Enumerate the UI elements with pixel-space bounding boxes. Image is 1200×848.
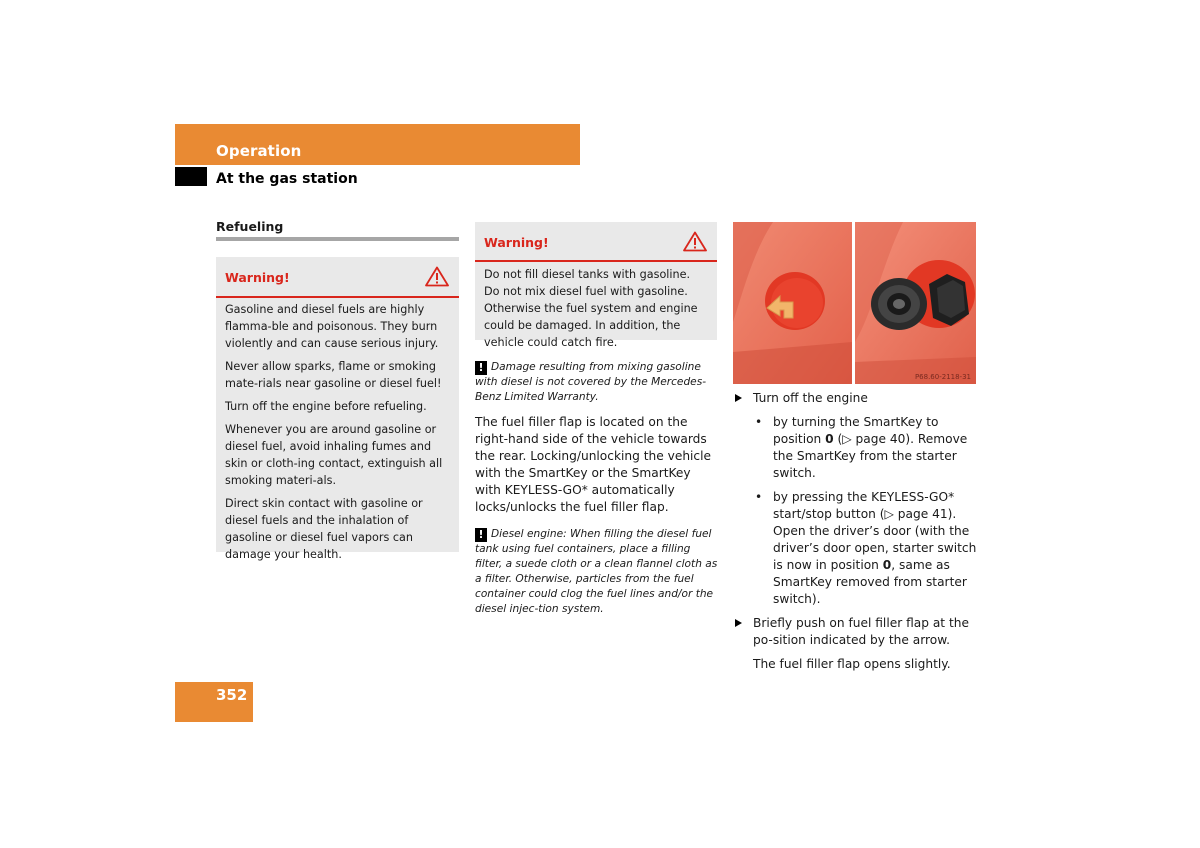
- instruction-steps: [733, 390, 978, 680]
- sub-step-text-part: , same as SmartKey removed from starter switch).: [773, 558, 967, 606]
- section-title: Operation: [216, 142, 302, 160]
- warning-paragraph: Direct skin contact with gasoline or diesel fuels and the inhalation of gasoline or diesel fuel vapors can damage your health.: [225, 497, 423, 561]
- warning-title: Warning!: [484, 235, 549, 250]
- warning-paragraph: Whenever you are around gasoline or diesel fuel, avoid inhaling fumes and skin or cloth-ing contact, extinguish all smoking materi-als.: [225, 423, 443, 487]
- sub-step-item: [733, 489, 978, 608]
- photo-code: P68.60-2118-31: [914, 373, 971, 381]
- step-text: Briefly push on fuel filler flap at the po-sition indicated by the arrow.: [753, 616, 969, 647]
- warning-triangle-icon: [683, 231, 707, 252]
- filler-flap-paragraph: The fuel filler flap is located on the right-hand side of the vehicle towards the rear. Locking/unlocking the vehicle with the SmartKey or the SmartKey with KEYLESS-GO* automatically locks/unlocks the fuel filler flap.: [475, 415, 712, 514]
- diesel-note: [475, 527, 718, 617]
- caution-icon: !: [475, 528, 487, 542]
- diesel-warning-box: [475, 222, 717, 349]
- fuel-flap-illustration: [733, 222, 976, 384]
- step-arrow-icon: [735, 619, 742, 627]
- bullet-icon: •: [755, 415, 763, 429]
- sub-step-text-part: (▷ page 40). Remove the SmartKey from the starter switch.: [773, 432, 968, 480]
- step-item: [733, 615, 978, 649]
- warning-header: [475, 222, 717, 262]
- warning-header: [216, 257, 459, 298]
- sub-step-item: [733, 414, 978, 482]
- page-number: 352: [216, 686, 248, 704]
- fuel-flap-photo: [733, 222, 976, 384]
- sub-step-text: [773, 490, 976, 606]
- step-text: Turn off the engine: [753, 391, 868, 405]
- warranty-note: [475, 360, 718, 405]
- warning-paragraph: Turn off the engine before refueling.: [225, 400, 427, 413]
- warning-paragraph: Never allow sparks, flame or smoking mate-rials near gasoline or diesel fuel!: [225, 360, 442, 390]
- warning-paragraph: Gasoline and diesel fuels are highly flamma-ble and poisonous. They burn violently and can cause serious injury.: [225, 303, 439, 350]
- step-arrow-icon: [735, 394, 742, 402]
- subsection-title: At the gas station: [216, 171, 358, 187]
- step-item: [733, 390, 978, 407]
- position-value: 0: [825, 432, 834, 446]
- caution-icon: !: [475, 361, 487, 375]
- heading-rule: [216, 237, 459, 241]
- sub-step-text-part: by turning the SmartKey to position: [773, 415, 939, 446]
- warning-title: Warning!: [225, 270, 290, 285]
- warning-triangle-icon: [425, 266, 449, 287]
- diesel-note-text: Diesel engine: When filling the diesel fuel tank using fuel containers, place a filling filter, a suede cloth or a clean flannel cloth as a filter. Otherwise, particles from the fuel container could clog the fuel lines and/or the diesel injec-tion system.: [475, 528, 718, 615]
- warning-body: Do not fill diesel tanks with gasoline. Do not mix diesel fuel with gasoline. Otherwise the fuel system and engine could be damaged. In addition, the vehicle could catch fire.: [484, 268, 698, 349]
- warranty-note-text: Damage resulting from mixing gasoline with diesel is not covered by the Mercedes-Benz Limited Warranty.: [475, 361, 707, 403]
- warning-body: [225, 301, 451, 569]
- fuel-warning-box: [216, 257, 459, 561]
- sub-step-text: [773, 415, 967, 480]
- bullet-icon: •: [755, 490, 763, 504]
- subsection-marker: [175, 167, 207, 186]
- sub-step-text-part: by pressing the KEYLESS-GO* start/stop button (▷ page 41). Open the driver’s door (with the driver’s door open, starter switch is now in position: [773, 490, 977, 572]
- step-result: The fuel filler flap opens slightly.: [753, 657, 951, 671]
- refueling-heading: Refueling: [216, 219, 284, 234]
- position-value: 0: [882, 558, 892, 572]
